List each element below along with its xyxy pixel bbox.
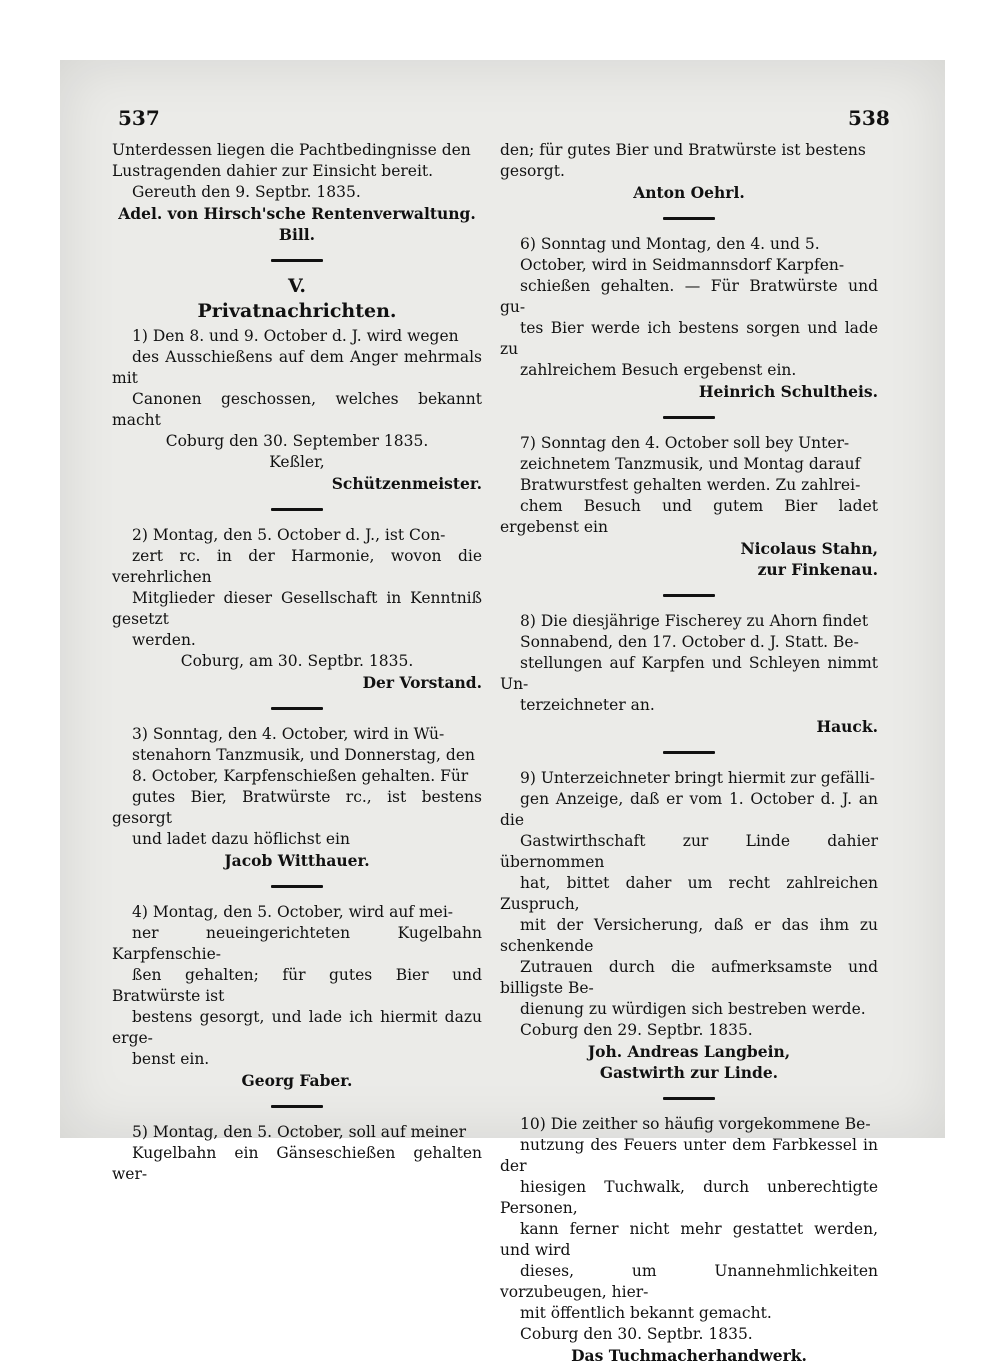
notice-9-date: Coburg den 29. Septbr. 1835. — [520, 1021, 753, 1039]
notice-10-date: Coburg den 30. Septbr. 1835. — [520, 1325, 753, 1343]
text-line: 9) Unterzeichneter bringt hiermit zur gefälli- — [520, 769, 875, 787]
intro-signature: Adel. von Hirsch'sche Rentenverwaltung. — [118, 204, 476, 223]
text-line: 2) Montag, den 5. October d. J., ist Con- — [132, 526, 446, 544]
notice-10 — [500, 1114, 878, 1324]
section-numeral: V. — [287, 275, 307, 297]
text-line: Mitglieder dieser Gesellschaft in Kenntniß gesetzt — [112, 589, 482, 628]
notice-10-signature: Das Tuchmacherhandwerk. — [571, 1346, 807, 1365]
text-line: ner neueingerichteten Kugelbahn Karpfenschie- — [112, 924, 482, 963]
text-line: Canonen geschossen, welches bekannt macht — [112, 390, 482, 429]
notice-4-signature: Georg Faber. — [241, 1071, 353, 1090]
text-line: Lustragenden dahier zur Einsicht bereit. — [112, 162, 434, 180]
text-line: Zutrauen durch die aufmerksamste und billigste Be- — [500, 958, 878, 997]
text-line: hiesigen Tuchwalk, durch unberechtigte Personen, — [500, 1178, 878, 1217]
text-line: und ladet dazu höflichst ein — [132, 830, 350, 848]
text-line: mit öffentlich bekannt gemacht. — [520, 1304, 772, 1322]
separator-rule — [663, 751, 715, 754]
text-line: gutes Bier, Bratwürste rc., ist bestens gesorgt — [112, 788, 482, 827]
notice-4 — [112, 902, 482, 1070]
page-number-right: 538 — [848, 106, 890, 130]
notice-2 — [112, 525, 482, 651]
text-line: terzeichneter an. — [520, 696, 655, 714]
text-line: tes Bier werde ich bestens sorgen und lade zu — [500, 319, 878, 358]
separator-rule — [271, 259, 323, 262]
notice-7-signature-place: zur Finkenau. — [757, 560, 878, 579]
notice-3 — [112, 724, 482, 850]
notice-7 — [500, 433, 878, 538]
text-line: 10) Die zeither so häufig vorgekommene Be- — [520, 1115, 871, 1133]
notice-8-signature: Hauck. — [816, 717, 878, 736]
text-line: gesorgt. — [500, 162, 565, 180]
notice-3-signature: Jacob Witthauer. — [224, 851, 370, 870]
text-line: hat, bittet daher um recht zahlreichen Zuspruch, — [500, 874, 878, 913]
text-line: nutzung des Feuers unter dem Farbkessel in der — [500, 1136, 878, 1175]
text-line: Unterdessen liegen die Pachtbedingnisse den — [112, 141, 471, 159]
text-line: benst ein. — [132, 1050, 210, 1068]
notice-9-signature: Joh. Andreas Langbein, — [587, 1042, 791, 1061]
separator-rule — [663, 594, 715, 597]
text-line: schießen gehalten. — Für Bratwürste und gu- — [500, 277, 878, 316]
page-number-left: 537 — [118, 106, 160, 130]
intro-signature-name: Bill. — [278, 225, 316, 244]
text-line: werden. — [132, 631, 196, 649]
notice-1-signature: Keßler, — [269, 453, 325, 471]
notice-2-date: Coburg, am 30. Septbr. 1835. — [180, 652, 414, 670]
text-line: zeichnetem Tanzmusik, und Montag darauf — [520, 455, 861, 473]
text-line: des Ausschießens auf dem Anger mehrmals mit — [112, 348, 482, 387]
text-line: mit der Versicherung, daß er das ihm zu schenkende — [500, 916, 878, 955]
notice-7-signature: Nicolaus Stahn, — [740, 539, 878, 558]
section-title: Privatnachrichten. — [197, 300, 397, 322]
text-line: Gastwirthschaft zur Linde dahier übernommen — [500, 832, 878, 871]
text-line: chem Besuch und gutem Bier ladet ergebenst ein — [500, 497, 878, 536]
notice-intro — [112, 140, 482, 182]
separator-rule — [271, 885, 323, 888]
text-line: 3) Sonntag, den 4. October, wird in Wü- — [132, 725, 445, 743]
text-line: 5) Montag, den 5. October, soll auf meiner — [132, 1123, 466, 1141]
text-line: stellungen auf Karpfen und Schleyen nimmt Un- — [500, 654, 878, 693]
text-line: den; für gutes Bier und Bratwürste ist bestens — [500, 141, 866, 159]
notice-5-continued — [500, 140, 878, 182]
text-line: zahlreichem Besuch ergebenst ein. — [520, 361, 797, 379]
notice-2-signature: Der Vorstand. — [362, 673, 482, 692]
text-line: stenahorn Tanzmusik, und Donnerstag, den — [132, 746, 475, 764]
right-column — [500, 140, 878, 1366]
text-line: Sonnabend, den 17. October d. J. Statt. Be- — [520, 633, 859, 651]
separator-rule — [663, 416, 715, 419]
text-line: 8) Die diesjährige Fischerey zu Ahorn findet — [520, 612, 869, 630]
text-line: dieses, um Unannehmlichkeiten vorzubeugen, hier- — [500, 1262, 878, 1301]
notice-1-date: Coburg den 30. September 1835. — [165, 432, 429, 450]
text-line: gen Anzeige, daß er vom 1. October d. J. an die — [500, 790, 878, 829]
notice-5-signature: Anton Oehrl. — [633, 183, 745, 202]
notice-1-signature-title: Schützenmeister. — [331, 474, 482, 493]
text-line: dienung zu würdigen sich bestreben werde. — [520, 1000, 866, 1018]
text-line: 1) Den 8. und 9. October d. J. wird wegen — [132, 327, 459, 345]
intro-place-date: Gereuth den 9. Septbr. 1835. — [132, 183, 361, 201]
notice-9-signature-title: Gastwirth zur Linde. — [599, 1063, 779, 1082]
separator-rule — [271, 508, 323, 511]
separator-rule — [271, 707, 323, 710]
text-line: 6) Sonntag und Montag, den 4. und 5. — [520, 235, 820, 253]
notice-8 — [500, 611, 878, 716]
notice-6 — [500, 234, 878, 381]
text-line: bestens gesorgt, und lade ich hiermit dazu erge- — [112, 1008, 482, 1047]
notice-1 — [112, 326, 482, 431]
text-line: Bratwurstfest gehalten werden. Zu zahlrei- — [520, 476, 861, 494]
text-line: ßen gehalten; für gutes Bier und Bratwürste ist — [112, 966, 482, 1005]
notice-5 — [112, 1122, 482, 1185]
left-column — [112, 140, 482, 1185]
separator-rule — [663, 1097, 715, 1100]
notice-6-signature: Heinrich Schultheis. — [698, 382, 878, 401]
text-line: kann ferner nicht mehr gestattet werden, und wird — [500, 1220, 878, 1259]
text-line: 7) Sonntag den 4. October soll bey Unter- — [520, 434, 850, 452]
text-line: October, wird in Seidmannsdorf Karpfen- — [520, 256, 845, 274]
separator-rule — [663, 217, 715, 220]
text-line: Kugelbahn ein Gänseschießen gehalten wer- — [112, 1144, 482, 1183]
text-line: 4) Montag, den 5. October, wird auf mei- — [132, 903, 454, 921]
text-line: zert rc. in der Harmonie, wovon die verehrlichen — [112, 547, 482, 586]
separator-rule — [271, 1105, 323, 1108]
text-line: 8. October, Karpfenschießen gehalten. Für — [132, 767, 469, 785]
notice-9 — [500, 768, 878, 1020]
